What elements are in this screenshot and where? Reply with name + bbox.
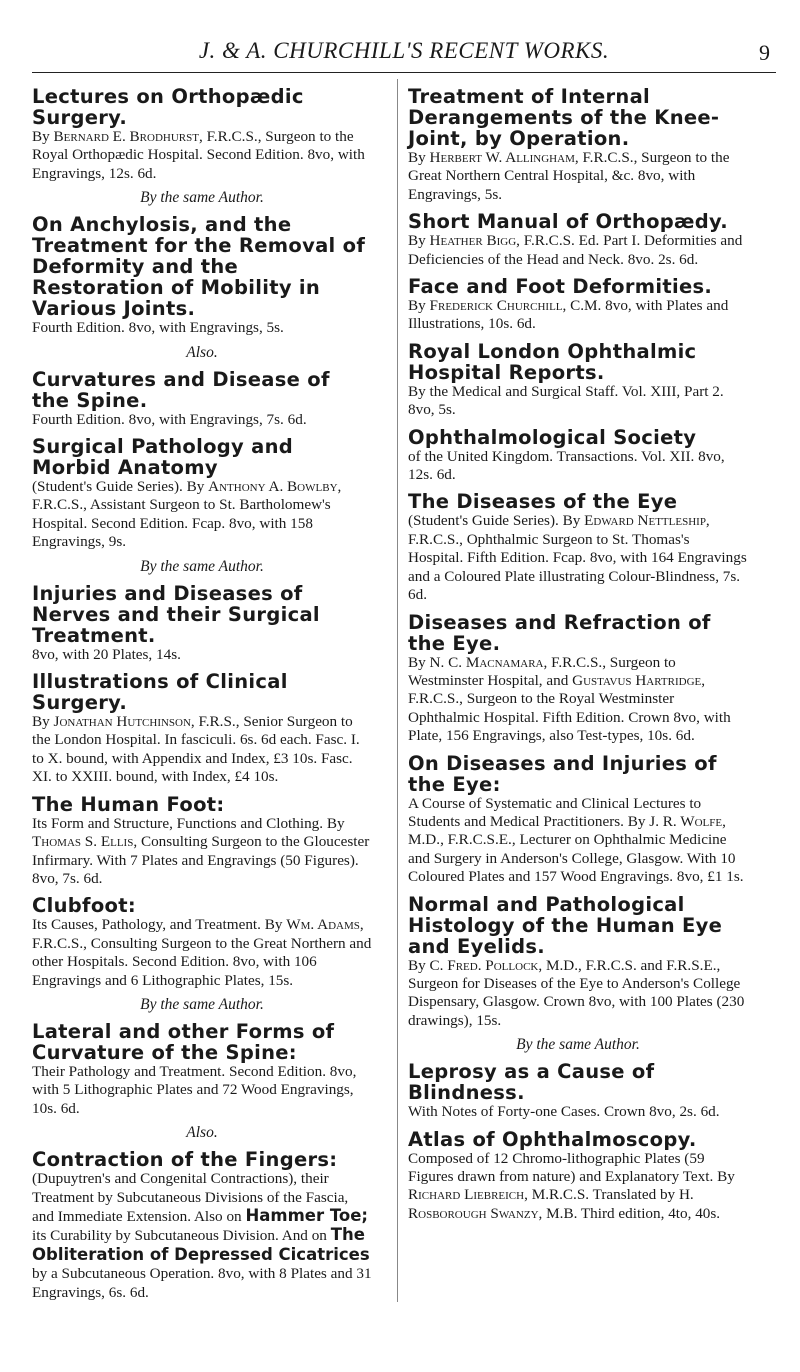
author-name: H. Rosborough Swanzy, — [408, 1186, 694, 1222]
columns — [32, 79, 776, 1302]
book-entry — [32, 436, 372, 552]
description-text: M.D., F.R.C.S.E., Lecturer on Ophthalmic Medicine and Surgery in Anderson's College, Glasgow. With 10 Coloured Plates and 157 Wood Engravings. 8vo, £1 1s. — [408, 831, 744, 886]
author-note: By the same Author. — [516, 1036, 640, 1054]
book-title: On Diseases and Injuries of the Eye: — [408, 751, 717, 796]
description-middle: M.R.C.S. Translated by — [531, 1186, 676, 1204]
description-text: Fourth Edition. 8vo, with Engravings, 7s. 6d. — [32, 410, 307, 428]
book-description — [32, 1170, 372, 1302]
book-description — [32, 478, 372, 552]
description-text: C.M. 8vo, with Plates and Illustrations, 10s. 6d. — [408, 297, 729, 333]
description-intro: (Dupuytren's and Congenital Contractions), their Treatment by Subcutaneous Divisions of the Fascia, and Immediate Extension. Also on — [32, 1170, 349, 1225]
page-header — [32, 0, 776, 73]
book-title: The Diseases of the Eye — [408, 490, 678, 514]
author-name: J. R. Wolfe, — [649, 812, 726, 830]
author-note: Also. — [186, 1124, 218, 1142]
book-entry — [32, 583, 372, 664]
right-column — [397, 79, 748, 1302]
book-description — [408, 957, 748, 1031]
description-text: M.B. Third edition, 4to, 40s. — [546, 1204, 721, 1222]
book-description — [32, 815, 372, 889]
description-text: of the United Kingdom. Transactions. Vol. XII. 8vo, 12s. 6d. — [408, 447, 725, 484]
page-number: 9 — [759, 40, 770, 65]
description-intro: Its Causes, Pathology, and Treatment. By — [32, 916, 283, 934]
book-title: Royal London Ophthalmic Hospital Reports. — [408, 339, 697, 384]
by-label: By — [408, 653, 426, 671]
description-text: Fourth Edition. 8vo, with Engravings, 5s. — [32, 319, 284, 337]
description-text: By the Medical and Surgical Staff. Vol. XIII, Part 2. 8vo, 5s. — [408, 382, 724, 419]
by-label: By — [408, 232, 426, 250]
book-description — [408, 795, 748, 887]
book-entry — [408, 276, 748, 334]
book-description — [408, 383, 748, 420]
author-name: Edward Nettleship, — [584, 512, 710, 530]
author-note: Also. — [186, 343, 218, 361]
by-label: By — [408, 956, 426, 974]
book-title: Face and Foot Deformities. — [408, 275, 713, 299]
book-description — [32, 319, 372, 337]
book-description — [32, 411, 372, 429]
description-text: F.R.C.S., Assistant Surgeon to St. Bartholomew's Hospital. Second Edition. Fcap. 8vo, with 158 Engravings, 9s. — [32, 496, 331, 551]
book-description — [408, 512, 748, 604]
book-entry — [408, 341, 748, 420]
description-text: 8vo, with 20 Plates, 14s. — [32, 645, 181, 663]
book-description — [408, 149, 748, 204]
author-name: Anthony A. Bowlby, — [208, 478, 342, 496]
running-head: J. & A. CHURCHILL'S RECENT WORKS. — [198, 38, 610, 63]
book-entry — [32, 671, 372, 787]
book-entry — [408, 86, 748, 204]
author-name: Gustavus Hartridge, — [572, 671, 706, 689]
book-description — [408, 1103, 748, 1121]
description-text: by a Subcutaneous Operation. 8vo, with 8 Plates and 31 Engravings, 6s. 6d. — [32, 1265, 372, 1301]
book-description — [408, 448, 748, 485]
description-intro: (Student's Guide Series). By — [408, 512, 581, 530]
book-title: Leprosy as a Cause of Blindness. — [408, 1060, 655, 1105]
book-title: Surgical Pathology and Morbid Anatomy — [32, 435, 294, 480]
description-text: F.R.C.S., Surgeon to the Royal Westminster Ophthalmic Hospital. Fifth Edition. Crown 8vo, with Plate, 156 Engravings, also Test-types, 10s. 6d. — [408, 690, 731, 745]
book-title: Lateral and other Forms of Curvature of the Spine: — [32, 1019, 335, 1064]
book-title: Normal and Pathological Histology of the Human Eye and Eyelids. — [408, 892, 723, 958]
book-description — [32, 1063, 372, 1118]
author-name: Heather Bigg, — [429, 232, 520, 250]
book-entry — [32, 369, 372, 429]
book-description — [408, 1150, 748, 1224]
book-description — [408, 232, 748, 269]
book-entry — [408, 211, 748, 269]
book-title: Atlas of Ophthalmoscopy. — [408, 1127, 697, 1151]
author-name: Frederick Churchill, — [429, 297, 567, 315]
book-entry — [32, 794, 372, 889]
inline-title: Hammer Toe; — [245, 1205, 369, 1225]
description-text: F.R.C.S., Ophthalmic Surgeon to St. Thomas's Hospital. Fifth Edition. Fcap. 8vo, with 164 Engravings and a Coloured Plate illustrating Colour-Blindness, 7s. 6d. — [408, 530, 747, 604]
left-column — [32, 79, 372, 1302]
description-text: F.R.C.S., Surgeon to the Great Northern Central Hospital, &c. 8vo, with Engravings, 5s. — [408, 149, 730, 203]
book-description — [32, 916, 372, 990]
book-title: Treatment of Internal Derangements of the Knee-Joint, by Operation. — [408, 85, 720, 150]
description-intro: A Course of Systematic and Clinical Lectures to Students and Medical Practitioners. By — [408, 794, 702, 830]
book-title: Illustrations of Clinical Surgery. — [32, 670, 288, 715]
book-title: Diseases and Refraction of the Eye. — [408, 610, 711, 655]
author-name: C. Fred. Pollock, — [429, 956, 543, 974]
description-text: F.R.C.S., Consulting Surgeon to the Great Northern and other Hospitals. Second Edition. 8vo, with 106 Engravings and 6 Lithographic Plates, 15s. — [32, 934, 372, 989]
description-text: F.R.C.S., Surgeon to the Royal Orthopædic Hospital. Second Edition. 8vo, with Engravings, 12s. 6d. — [32, 128, 365, 182]
book-entry — [408, 753, 748, 887]
book-title: On Anchylosis, and the Treatment for the Removal of Deformity and the Restoration of Mobility in Various Joints. — [32, 213, 366, 321]
book-entry — [408, 491, 748, 604]
book-description — [32, 713, 372, 787]
description-text: Consulting Surgeon to the Gloucester Infirmary. With 7 Plates and Engravings (50 Figures). 8vo, 7s. 6d. — [32, 833, 370, 887]
book-title: The Human Foot: — [32, 792, 225, 816]
author-note: By the same Author. — [140, 995, 264, 1013]
book-entry — [32, 214, 372, 337]
author-name: N. C. Macnamara, — [429, 653, 548, 671]
description-intro: (Student's Guide Series). By — [32, 478, 205, 496]
description-text: Their Pathology and Treatment. Second Edition. 8vo, with 5 Lithographic Plates and 72 Wood Engravings, 10s. 6d. — [32, 1062, 357, 1117]
book-title: Clubfoot: — [32, 894, 136, 918]
author-note: By the same Author. — [140, 557, 264, 575]
description-intro: Composed of 12 Chromo-lithographic Plates (59 Figures drawn from nature) and Explanatory Text. By — [408, 1149, 735, 1185]
book-title: Ophthalmological Society — [408, 425, 697, 449]
book-entry — [408, 1061, 748, 1121]
description-intro: Its Form and Structure, Functions and Clothing. By — [32, 814, 345, 832]
author-name: Bernard E. Brodhurst, — [53, 128, 203, 145]
book-description — [408, 654, 748, 746]
author-name: Wm. Adams, — [286, 916, 364, 934]
by-label: By — [32, 128, 50, 145]
book-entry — [408, 427, 748, 485]
book-entry — [408, 894, 748, 1031]
book-title: Lectures on Orthopædic Surgery. — [32, 85, 304, 129]
author-name: Richard Liebreich, — [408, 1186, 528, 1204]
book-description — [32, 128, 372, 183]
book-entry — [32, 86, 372, 183]
author-name: Jonathan Hutchinson, — [53, 713, 195, 731]
book-entry — [408, 612, 748, 746]
book-entry — [408, 1129, 748, 1224]
description-text: M.D., F.R.C.S. and F.R.S.E., Surgeon for Diseases of the Eye to Anderson's College Dispensary, Glasgow. Crown 8vo, with 100 Plates (230 drawings), 15s. — [408, 956, 745, 1029]
description-middle: its Curability by Subcutaneous Division. And on — [32, 1227, 327, 1245]
book-entry — [32, 895, 372, 990]
author-note: By the same Author. — [140, 189, 264, 207]
author-name: Thomas S. Ellis, — [32, 833, 138, 851]
author-credentials: F.R.C.S., Surgeon to Westminster Hospital, and — [408, 653, 676, 689]
inline-title: The Obliteration of Depressed Cicatrices — [32, 1225, 370, 1264]
book-title: Curvatures and Disease of the Spine. — [32, 367, 330, 412]
book-title: Short Manual of Orthopædy. — [408, 210, 728, 234]
by-label: By — [408, 149, 426, 166]
by-label: By — [408, 297, 426, 315]
description-text: F.R.S., Senior Surgeon to the London Hospital. In fasciculi. 6s. 6d each. Fasc. I. to X. bound, with Appendix and Index, £3 10s. Fasc. XI. to XXIII. bound, with Index, £4 10s. — [32, 713, 360, 786]
by-label: By — [32, 713, 50, 731]
book-entry — [32, 1021, 372, 1118]
description-text: With Notes of Forty-one Cases. Crown 8vo, 2s. 6d. — [408, 1103, 720, 1121]
description-text: F.R.C.S. Ed. Part I. Deformities and Deficiencies of the Head and Neck. 8vo. 2s. 6d. — [408, 232, 743, 268]
book-entry — [32, 1149, 372, 1302]
book-description — [408, 297, 748, 334]
book-title: Injuries and Diseases of Nerves and their Surgical Treatment. — [32, 581, 320, 647]
author-name: Herbert W. Allingham, — [429, 149, 579, 166]
book-description — [32, 646, 372, 664]
book-title: Contraction of the Fingers: — [32, 1148, 338, 1172]
